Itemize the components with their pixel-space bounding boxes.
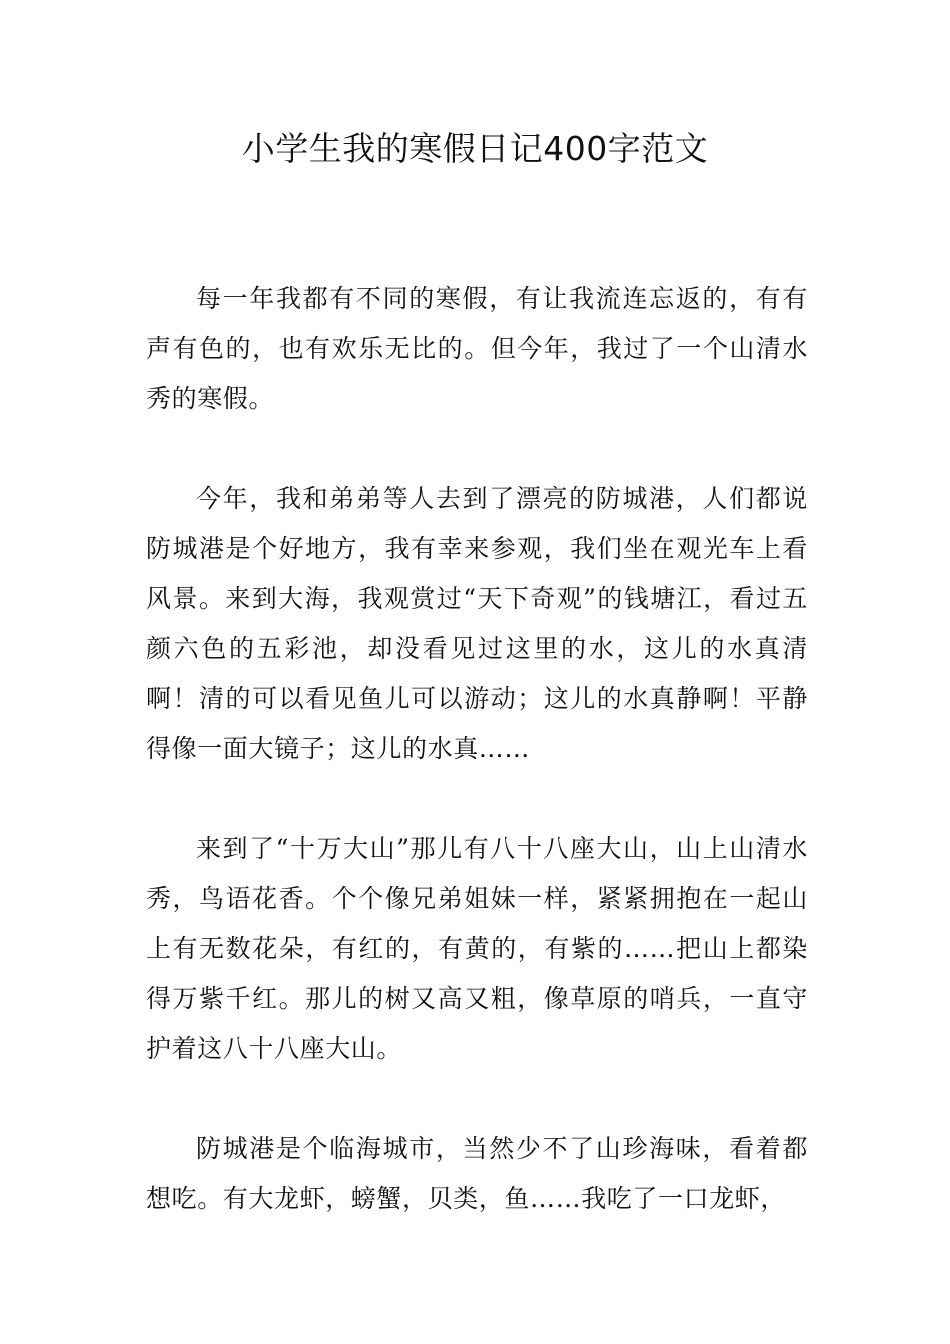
paragraph-2: 今年，我和弟弟等人去到了漂亮的防城港，人们都说防城港是个好地方，我有幸来参观，我们坐在观光车上看风景。来到大海，我观赏过“天下奇观”的钱塘江，看过五颜六色的五彩池，却没看见过这里的水，这儿的水真清啊！清的可以看见鱼儿可以游动；这儿的水真静啊！平静得像一面大镜子；这儿的水真…… [146, 484, 808, 763]
document-body [146, 274, 808, 1274]
document-title: 小学生我的寒假日记400字范文 [241, 129, 709, 168]
paragraph-3: 来到了“十万大山”那儿有八十八座大山，山上山清水秀，鸟语花香。个个像兄弟姐妹一样，紧紧拥抱在一起山上有无数花朵，有红的，有黄的，有紫的……把山上都染得万紫千红。那儿的树又高又粗，像草原的哨兵，一直守护着这八十八座大山。 [146, 834, 808, 1063]
paragraph-4: 防城港是个临海城市，当然少不了山珍海味，看着都想吃。有大龙虾，螃蟹，贝类，鱼……我吃了一口龙虾， [146, 1134, 808, 1213]
paragraph-1: 每一年我都有不同的寒假，有让我流连忘返的，有有声有色的，也有欢乐无比的。但今年，我过了一个山清水秀的寒假。 [146, 284, 808, 413]
